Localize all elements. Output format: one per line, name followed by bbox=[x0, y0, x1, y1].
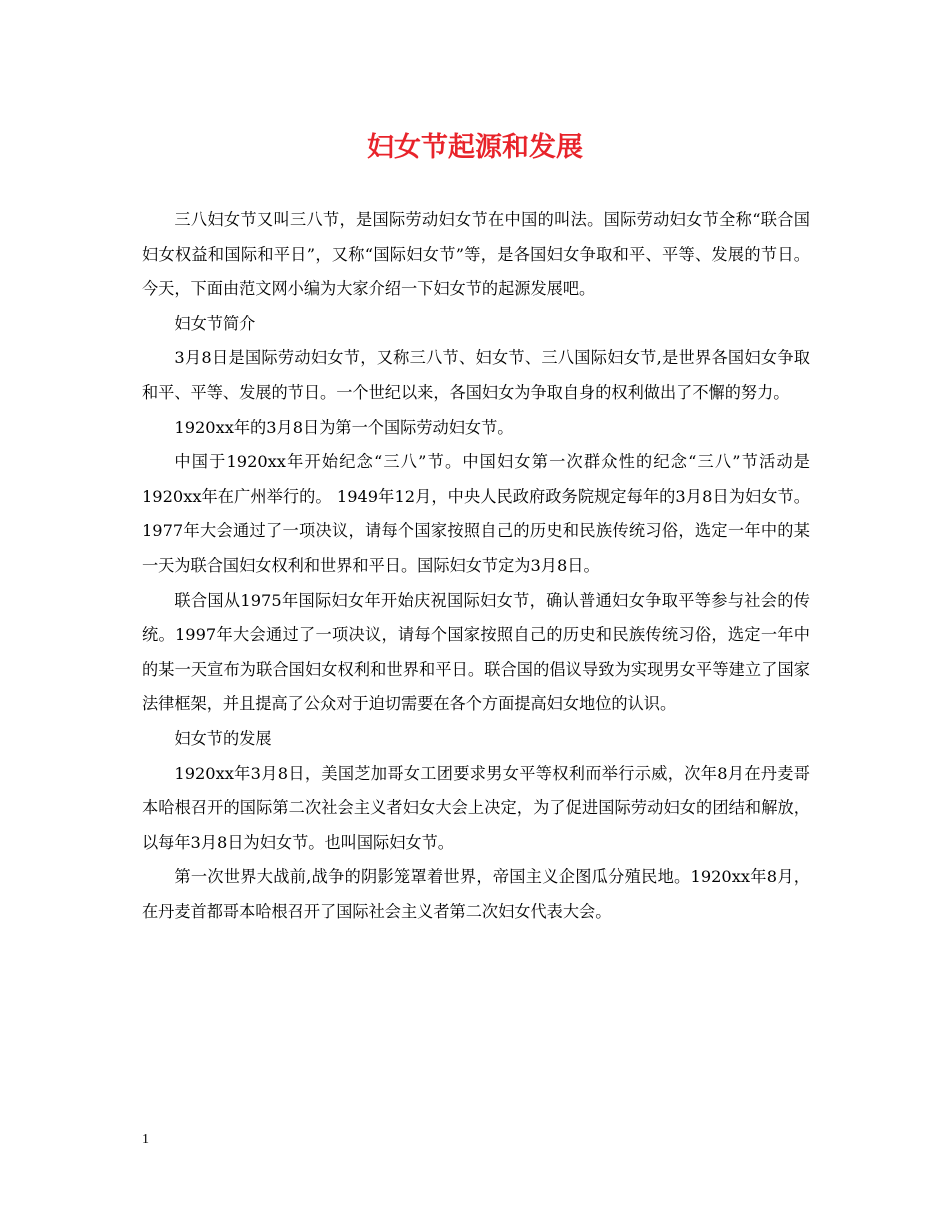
paragraph-china: 中国于1920xx年开始纪念“三八”节。中国妇女第一次群众性的纪念“三八”节活动是1920xx年在广州举行的。 1949年12月，中央人民政府政务院规定每年的3月8日为妇女节。1977年大会通过了一项决议，请每个国家按照自己的历史和民族传统习俗，选定一年中的某一天为联合国妇女权利和世界和平日。国际妇女节定为3月8日。 bbox=[142, 452, 810, 575]
paragraph-united-nations: 联合国从1975年国际妇女年开始庆祝国际妇女节，确认普通妇女争取平等参与社会的传统。1997年大会通过了一项决议，请每个国家按照自己的历史和民族传统习俗，选定一年中的某一天宣布为联合国妇女权利和世界和平日。联合国的倡议导致为实现男女平等建立了国家法律框架，并且提高了公众对于迫切需要在各个方面提高妇女地位的认识。 bbox=[142, 590, 810, 714]
paragraph-first-festival: 1920xx年的3月8日为第一个国际劳动妇女节。 bbox=[174, 417, 514, 437]
document-body bbox=[142, 203, 810, 929]
page-number: 1 bbox=[142, 1132, 149, 1147]
document-title: 妇女节起源和发展 bbox=[367, 132, 583, 163]
paragraph-chicago: 1920xx年3月8日，美国芝加哥女工团要求男女平等权利而举行示威，次年8月在丹麦哥本哈根召开的国际第二次社会主义者妇女大会上决定，为了促进国际劳动妇女的团结和解放，以每年3月8日为妇女节。也叫国际妇女节。 bbox=[142, 763, 810, 852]
paragraph-world-war: 第一次世界大战前,战争的阴影笼罩着世界，帝国主义企图瓜分殖民地。1920xx年8月，在丹麦首都哥本哈根召开了国际社会主义者第二次妇女代表大会。 bbox=[142, 867, 810, 921]
section-heading-intro: 妇女节简介 bbox=[174, 313, 256, 333]
paragraph-definition: 3月8日是国际劳动妇女节，又称三八节、妇女节、三八国际妇女节,是世界各国妇女争取和平、平等、发展的节日。一个世纪以来，各国妇女为争取自身的权利做出了不懈的努力。 bbox=[142, 348, 810, 402]
section-heading-development: 妇女节的发展 bbox=[174, 728, 272, 748]
paragraph-intro: 三八妇女节又叫三八节，是国际劳动妇女节在中国的叫法。国际劳动妇女节全称“联合国妇女权益和国际和平日”，又称“国际妇女节”等，是各国妇女争取和平、平等、发展的节日。今天，下面由范文网小编为大家介绍一下妇女节的起源发展吧。 bbox=[142, 210, 810, 299]
